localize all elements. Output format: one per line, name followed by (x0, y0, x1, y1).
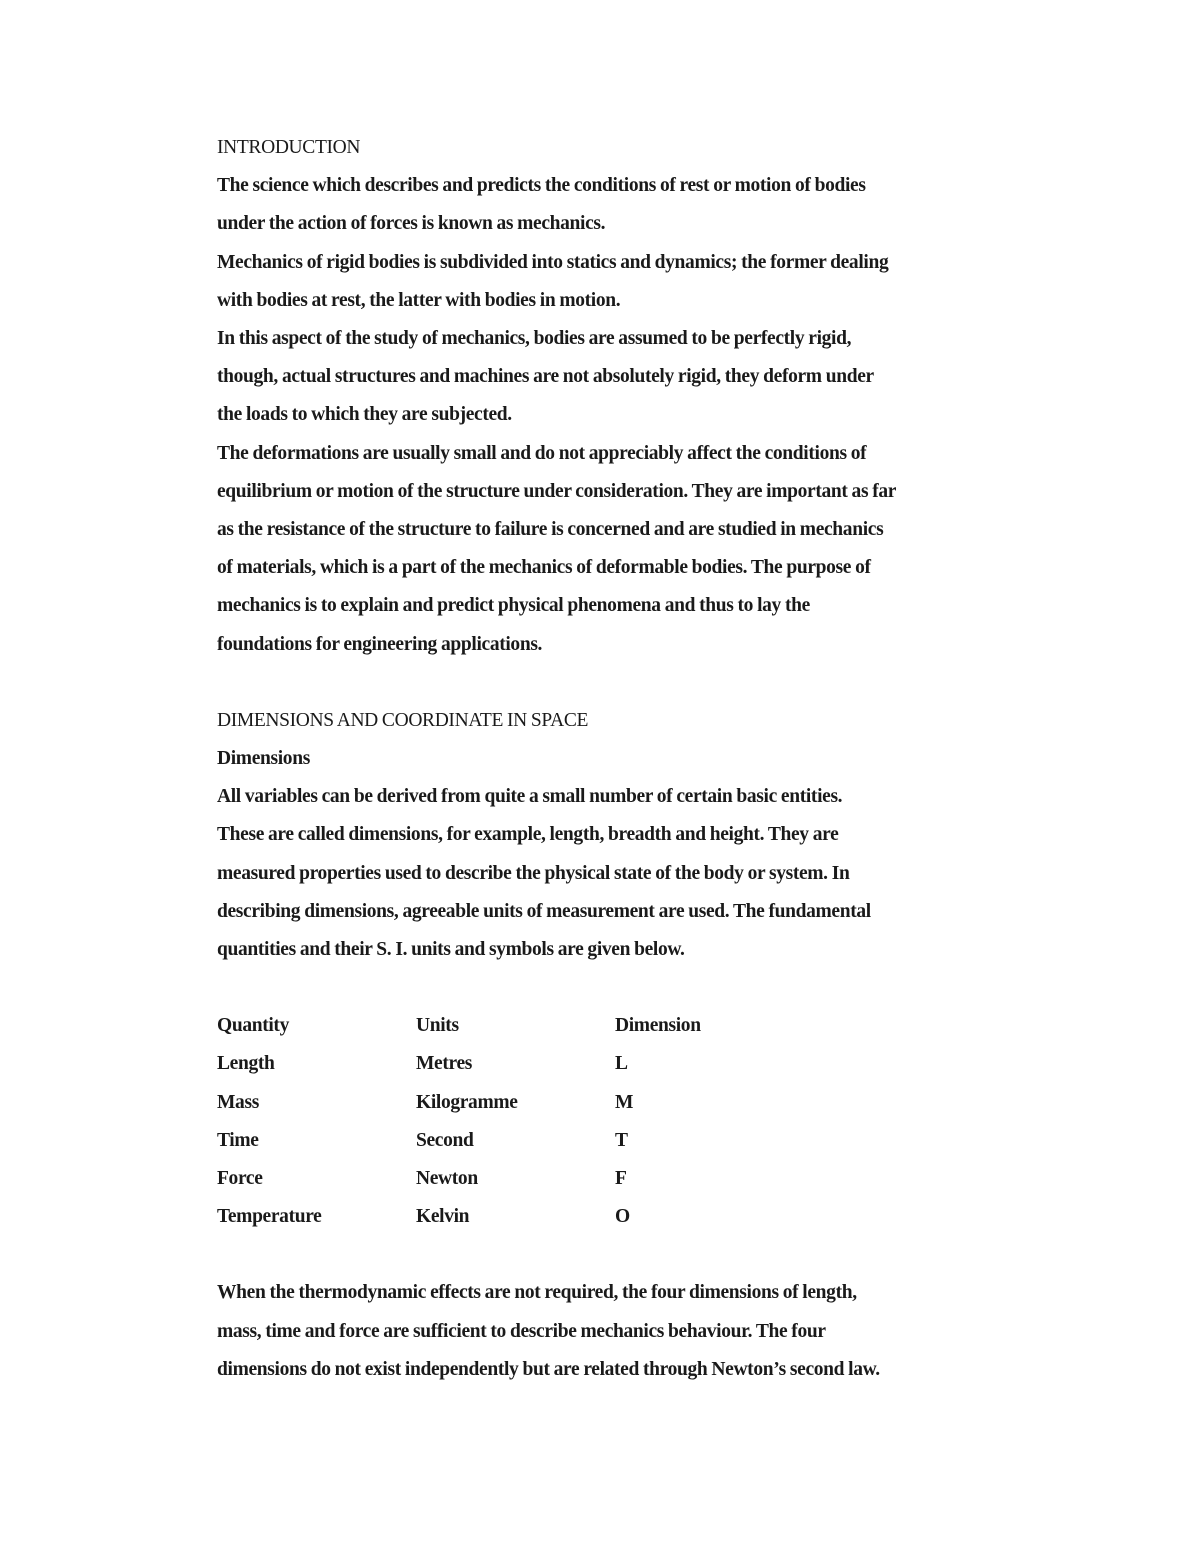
table-cell: F (615, 1168, 627, 1190)
table-cell: Newton (416, 1168, 478, 1190)
table-cell: Time (217, 1129, 259, 1151)
text-line: with bodies at rest, the latter with bodies in motion. (217, 289, 621, 311)
text-line: When the thermodynamic effects are not required, the four dimensions of length, (217, 1282, 857, 1304)
column-header-units: Units (416, 1015, 459, 1037)
table-cell: Kelvin (416, 1206, 470, 1228)
table-header-row (217, 1007, 815, 1045)
text-line: mass, time and force are sufficient to describe mechanics behaviour. The four (217, 1320, 826, 1342)
text-line: In this aspect of the study of mechanics, bodies are assumed to be perfectly rigid, (217, 328, 852, 350)
table-cell: L (615, 1053, 628, 1075)
table-cell: Force (217, 1168, 263, 1190)
table-cell: M (615, 1091, 634, 1113)
text-line: measured properties used to describe the physical state of the body or system. In (217, 862, 850, 884)
units-table (217, 1007, 815, 1236)
text-line: dimensions do not exist independently but are related through Newton’s second law. (217, 1358, 880, 1380)
section-heading-introduction: INTRODUCTION (217, 137, 361, 158)
text-line: All variables can be derived from quite a small number of certain basic entities. (217, 786, 843, 808)
text-line: These are called dimensions, for example, length, breadth and height. They are (217, 824, 839, 846)
text-line: describing dimensions, agreeable units of measurement are used. The fundamental (217, 900, 871, 922)
text-line: The deformations are usually small and do not appreciably affect the conditions of (217, 442, 867, 464)
table-cell: Second (416, 1129, 474, 1151)
table-cell: Length (217, 1053, 275, 1075)
document-page (217, 129, 987, 1389)
table-row (217, 1198, 815, 1236)
text-line: quantities and their S. I. units and symbols are given below. (217, 939, 685, 961)
intro-body (217, 167, 987, 664)
text-line: foundations for engineering applications. (217, 633, 543, 655)
section-heading-dimensions: DIMENSIONS AND COORDINATE IN SPACE (217, 709, 589, 731)
text-line: the loads to which they are subjected. (217, 404, 512, 426)
text-line: of materials, which is a part of the mechanics of deformable bodies. The purpose of (217, 557, 871, 579)
text-line: though, actual structures and machines are not absolutely rigid, they deform under (217, 366, 874, 388)
subheading-dimensions: Dimensions (217, 748, 310, 770)
table-row (217, 1160, 815, 1198)
text-line: Mechanics of rigid bodies is subdivided into statics and dynamics; the former dealing (217, 251, 889, 273)
column-header-quantity: Quantity (217, 1015, 289, 1037)
spacer (217, 969, 987, 1007)
text-line: under the action of forces is known as mechanics. (217, 213, 606, 235)
table-row (217, 1122, 815, 1160)
spacer (217, 664, 987, 702)
table-cell: Mass (217, 1091, 259, 1113)
table-row (217, 1084, 815, 1122)
table-cell: Kilogramme (416, 1091, 518, 1113)
column-header-dimension: Dimension (615, 1015, 701, 1037)
dimensions-body (217, 778, 987, 969)
table-row (217, 1045, 815, 1083)
text-line: as the resistance of the structure to failure is concerned and are studied in mechanics (217, 519, 884, 541)
table-cell: T (615, 1129, 628, 1151)
text-line: equilibrium or motion of the structure under consideration. They are important as far (217, 480, 897, 502)
table-cell: Metres (416, 1053, 473, 1075)
closing-body (217, 1274, 987, 1389)
table-cell: O (615, 1206, 630, 1228)
text-line: The science which describes and predicts the conditions of rest or motion of bodies (217, 175, 866, 197)
text-line: mechanics is to explain and predict physical phenomena and thus to lay the (217, 595, 810, 617)
table-cell: Temperature (217, 1206, 322, 1228)
spacer (217, 1236, 987, 1274)
